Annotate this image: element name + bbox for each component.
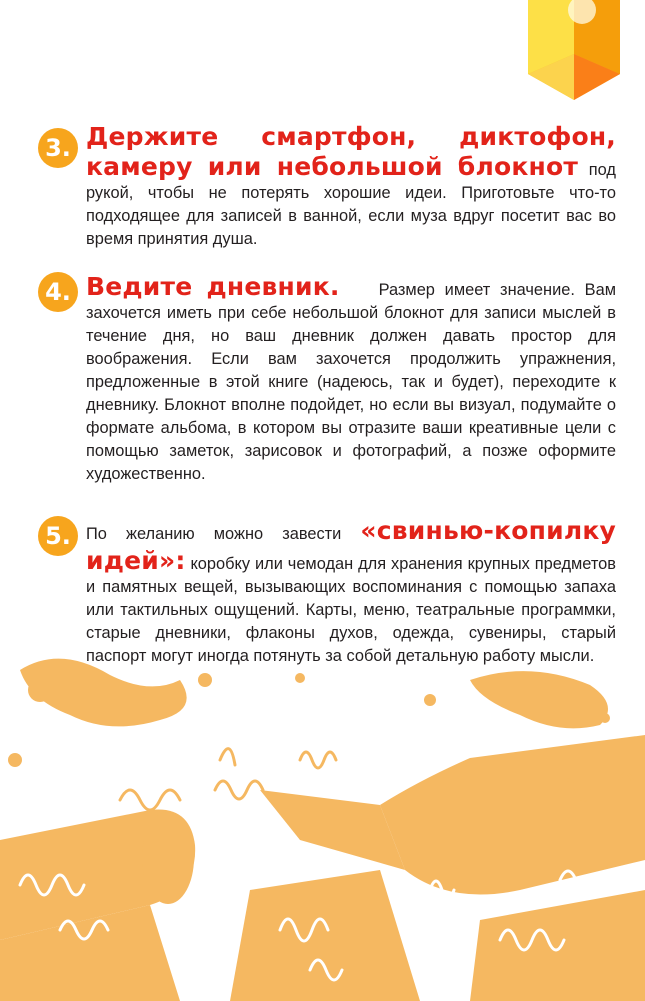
corner-bookmark-icon [528, 0, 620, 100]
tip-paragraph [86, 272, 616, 486]
number-badge: 5. [38, 516, 78, 556]
tip-heading: «свинью-копилку идей»: [86, 516, 616, 575]
tip-intro: По желанию можно завести [86, 525, 342, 543]
tip-paragraph [86, 122, 616, 251]
tip-heading: Ведите дневник. [86, 272, 340, 301]
tip-text: Размер имеет значение. Вам захочется иметь при себе небольшой блокнот для записи мыслей в течение дня, но ваш дневник должен давать простор для воображения. Если вам захочется продолжить упражнения, предложенные в этой книге (надеюсь, так и будет), переходите к дневнику. Блокнот вполне подойдет, но если вы визуал, подумайте о формате альбома, в котором вы отразите ваши креативные цели с помощью заметок, зарисовок и фотографий, а позже оформите художественно. [86, 281, 616, 483]
tip-text: под рукой, чтобы не потерять хорошие идеи. Приготовьте что-то подходящее для записей в ванной, если муза вдруг посетит вас во время принятия душа. [86, 161, 616, 248]
tip-paragraph [86, 516, 616, 668]
tip-item-3 [38, 122, 616, 251]
tip-text: коробку или чемодан для хранения крупных предметов и памятных вещей, вызывающих воспоминания с помощью запаха или тактильных ощущений. Карты, меню, театральные программки, старые дневники, флаконы духов, одежда, сувениры, старый паспорт могут иногда потянуть за собой детальную работу мысли. [86, 555, 616, 665]
tip-item-4 [38, 272, 616, 486]
number-badge: 3. [38, 128, 78, 168]
tip-item-5 [38, 516, 616, 668]
number-badge: 4. [38, 272, 78, 312]
pen-handwriting-illustration [0, 640, 645, 1001]
tip-heading: Держите смартфон, диктофон, камеру или небольшой блокнот [86, 122, 616, 181]
